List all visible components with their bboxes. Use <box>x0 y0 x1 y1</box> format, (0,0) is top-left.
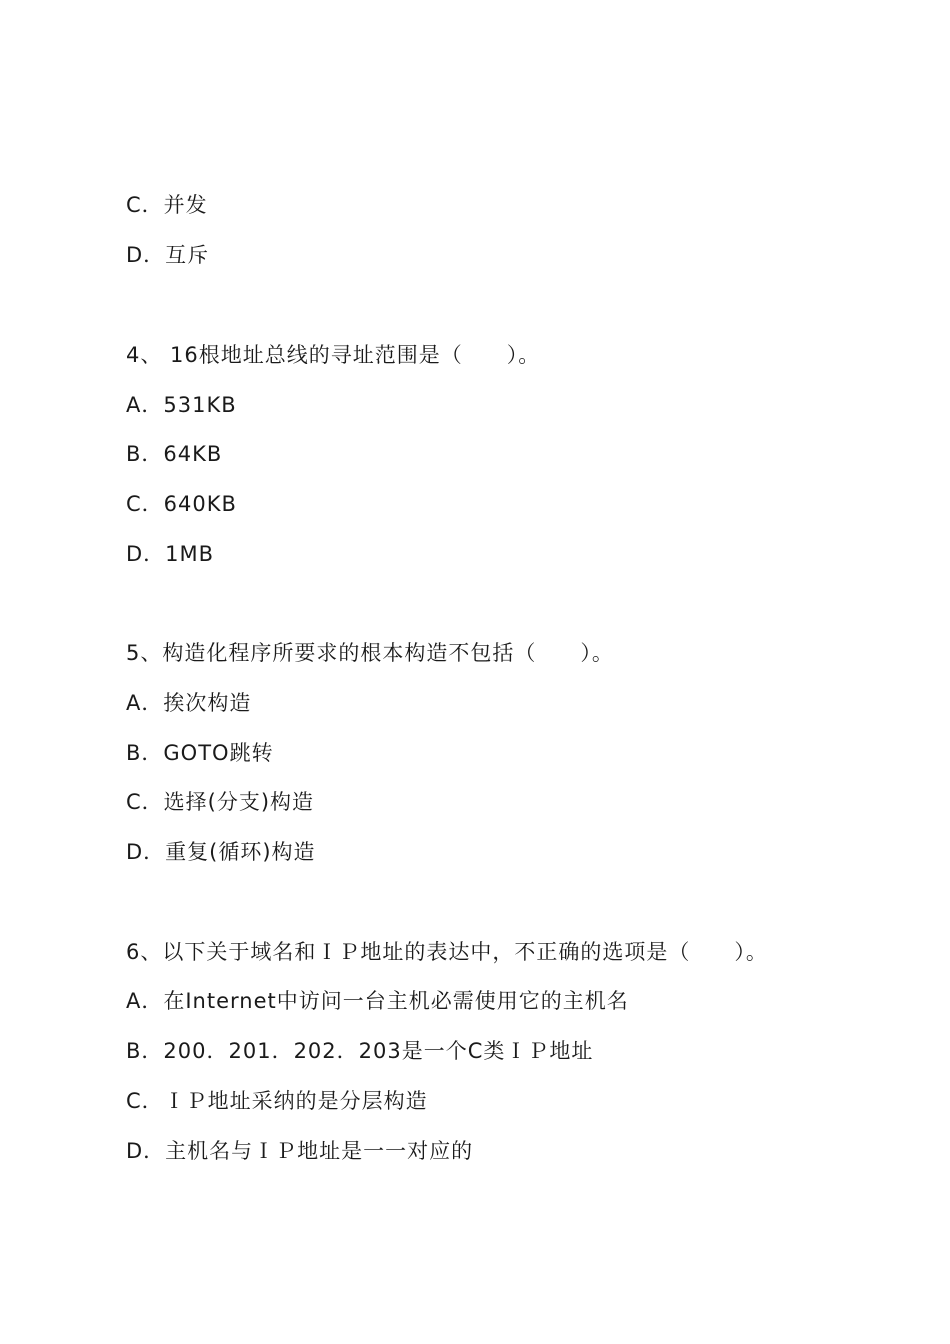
q6-option-a: A．在Internet中访问一台主机必需使用它的主机名 <box>126 989 629 1013</box>
q4-option-c: C．640KB <box>126 492 237 516</box>
q6-option-c: C．ＩＰ地址采纳的是分层构造 <box>126 1089 428 1113</box>
q5-option-b: B．GOTO跳转 <box>126 741 274 765</box>
q6-option-d: D．主机名与ＩＰ地址是一一对应的 <box>126 1139 474 1163</box>
q3-option-d: D．互斥 <box>126 243 210 267</box>
q5-option-a: A．挨次构造 <box>126 691 252 715</box>
q4-question: 4、 16根地址总线的寻址范围是（ ）。 <box>126 343 541 367</box>
q4-option-b: B．64KB <box>126 442 223 466</box>
q6-option-b: B．200．201．202．203是一个C类ＩＰ地址 <box>126 1039 594 1063</box>
q5-option-c: C．选择(分支)构造 <box>126 790 315 814</box>
q6-question: 6、以下关于域名和ＩＰ地址的表达中，不正确的选项是（ ）。 <box>126 940 768 964</box>
q4-option-d: D．1MB <box>126 542 215 566</box>
q3-option-c: C．并发 <box>126 193 208 217</box>
q4-option-a: A．531KB <box>126 393 237 417</box>
q5-option-d: D．重复(循环)构造 <box>126 840 316 864</box>
q5-question: 5、构造化程序所要求的根本构造不包括（ ）。 <box>126 641 614 665</box>
